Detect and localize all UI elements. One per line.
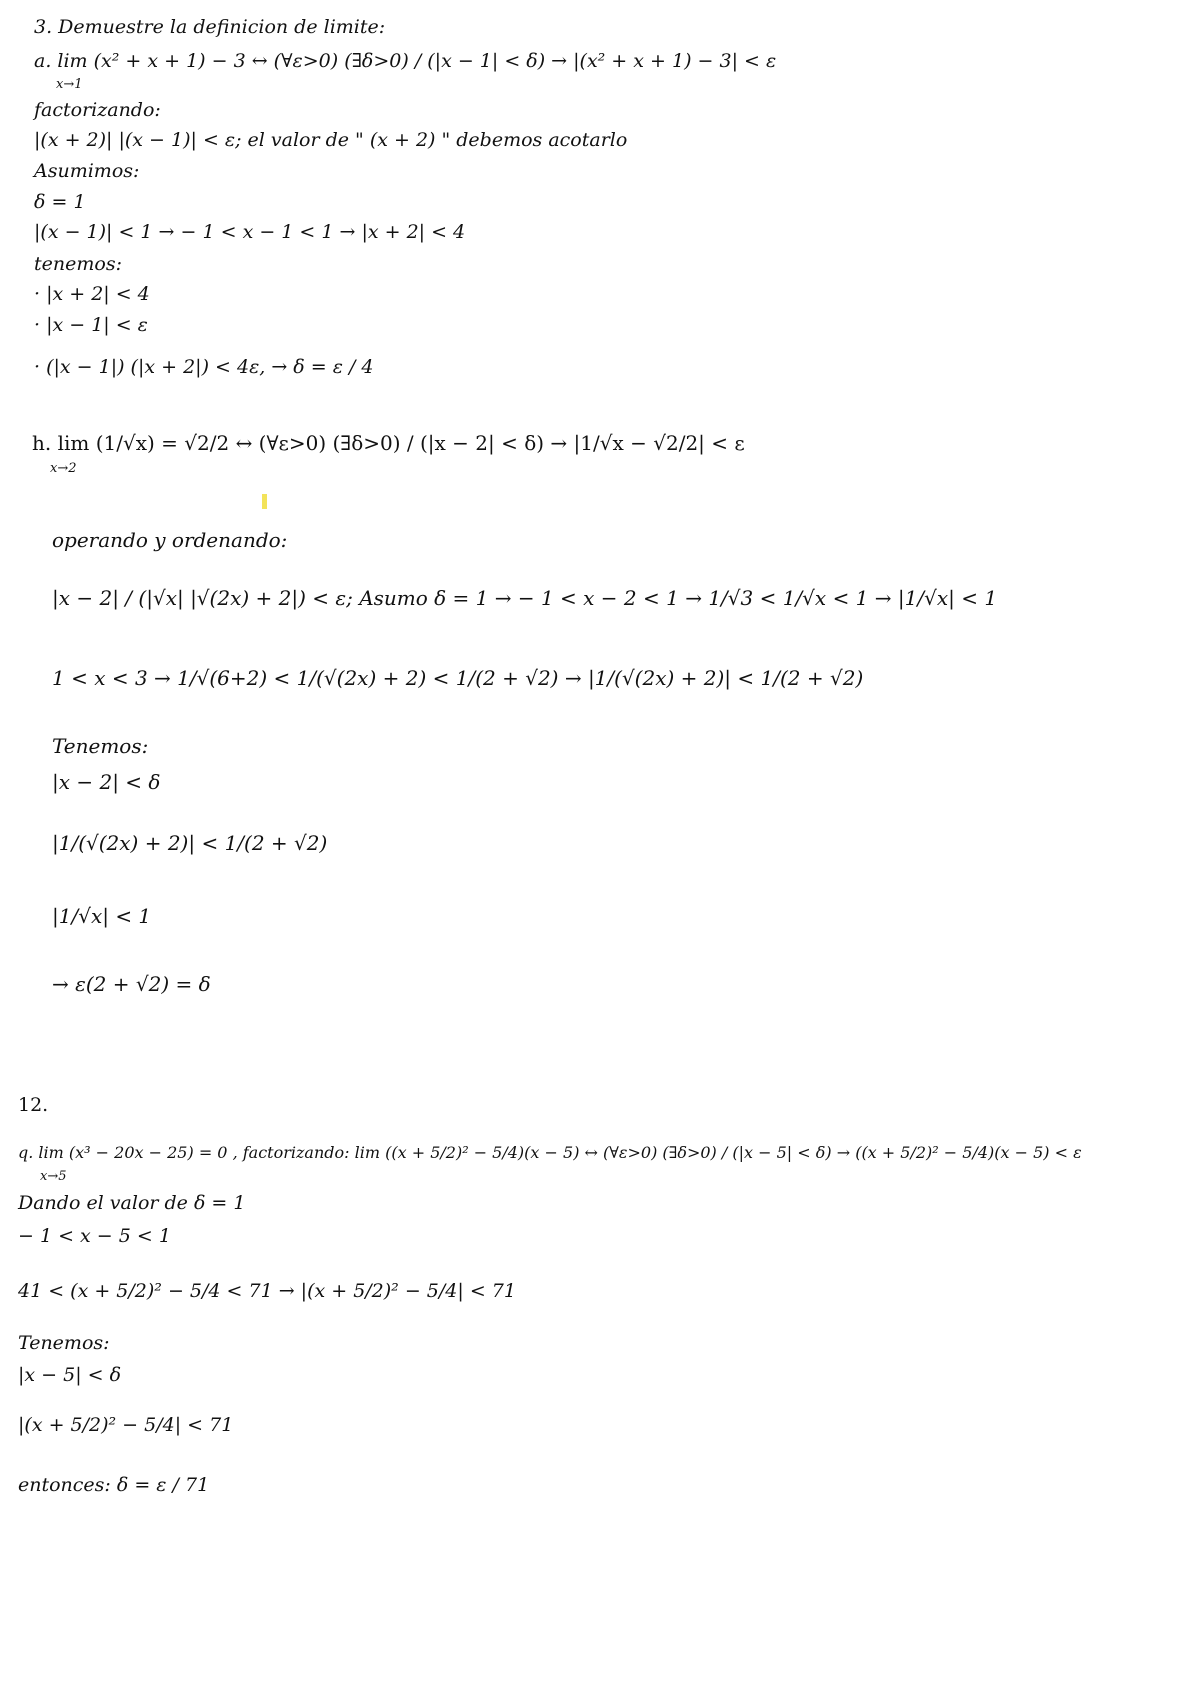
section-12-number: 12. <box>18 1094 49 1116</box>
limit-q-subscript: x→5 <box>40 1169 67 1184</box>
tenemos-label: tenemos: <box>34 253 122 275</box>
bullet-1: · |x + 2| < 4 <box>34 283 150 305</box>
limit-a-subscript: x→1 <box>56 77 83 92</box>
bullet-2: · |x − 1| < ε <box>34 314 148 336</box>
limit-h-subscript: x→2 <box>50 461 77 476</box>
limit-h-line: h. lim (1/√x) = √2/2 ↔ (∀ε>0) (∃δ>0) / (|x − 2| < δ) → |1/√x − √2/2| < ε <box>32 431 745 455</box>
tenemos-12-label: Tenemos: <box>18 1332 110 1354</box>
tenemos-h-label: Tenemos: <box>52 734 149 758</box>
factor-label: factorizando: <box>34 99 161 121</box>
dando-line: Dando el valor de δ = 1 <box>18 1192 246 1214</box>
highlight-mark <box>262 494 267 509</box>
tenemos-h-3: |1/√x| < 1 <box>52 904 152 928</box>
bound-line: |(x − 1)| < 1 → − 1 < x − 1 < 1 → |x + 2| < 4 <box>34 221 466 243</box>
tenemos-h-4: → ε(2 + √2) = δ <box>52 972 211 996</box>
assume-label: Asumimos: <box>34 160 140 182</box>
step-2: 1 < x < 3 → 1/√(6+2) < 1/(√(2x) + 2) < 1/(2 + √2) → |1/(√(2x) + 2)| < 1/(2 + √2) <box>52 666 864 690</box>
step-1: |x − 2| / (|√x| |√(2x) + 2|) < ε; Asumo δ = 1 → − 1 < x − 2 < 1 → 1/√3 < 1/√x < 1 → |1/√x| < 1 <box>52 586 998 610</box>
entonces-line: entonces: δ = ε / 71 <box>18 1474 210 1496</box>
tenemos-h-2: |1/(√(2x) + 2)| < 1/(2 + √2) <box>52 831 328 855</box>
operando-label: operando y ordenando: <box>52 528 288 552</box>
factor-line: |(x + 2)| |(x − 1)| < ε; el valor de " (x + 2) " debemos acotarlo <box>34 129 628 151</box>
tenemos-h-1: |x − 2| < δ <box>52 770 161 794</box>
ineq-2: 41 < (x + 5/2)² − 5/4 < 71 → |(x + 5/2)² − 5/4| < 71 <box>18 1280 516 1302</box>
limit-q-line: q. lim (x³ − 20x − 25) = 0 , factorizando: lim ((x + 5/2)² − 5/4)(x − 5) ↔ (∀ε>0) (∃δ>0) / (|x − 5| < δ) → ((x + 5/2)² − 5/4)(x − 5) < ε <box>18 1143 1082 1162</box>
section-3-title: 3. Demuestre la definicion de limite: <box>34 16 386 38</box>
limit-a-line: a. lim (x² + x + 1) − 3 ↔ (∀ε>0) (∃δ>0) / (|x − 1| < δ) → |(x² + x + 1) − 3| < ε <box>34 50 777 72</box>
ineq-1: − 1 < x − 5 < 1 <box>18 1225 171 1247</box>
tenemos-12-2: |(x + 5/2)² − 5/4| < 71 <box>18 1414 234 1436</box>
bullet-3: · (|x − 1|) (|x + 2|) < 4ε, → δ = ε / 4 <box>34 356 374 378</box>
delta-one: δ = 1 <box>34 191 86 213</box>
tenemos-12-1: |x − 5| < δ <box>18 1364 122 1386</box>
